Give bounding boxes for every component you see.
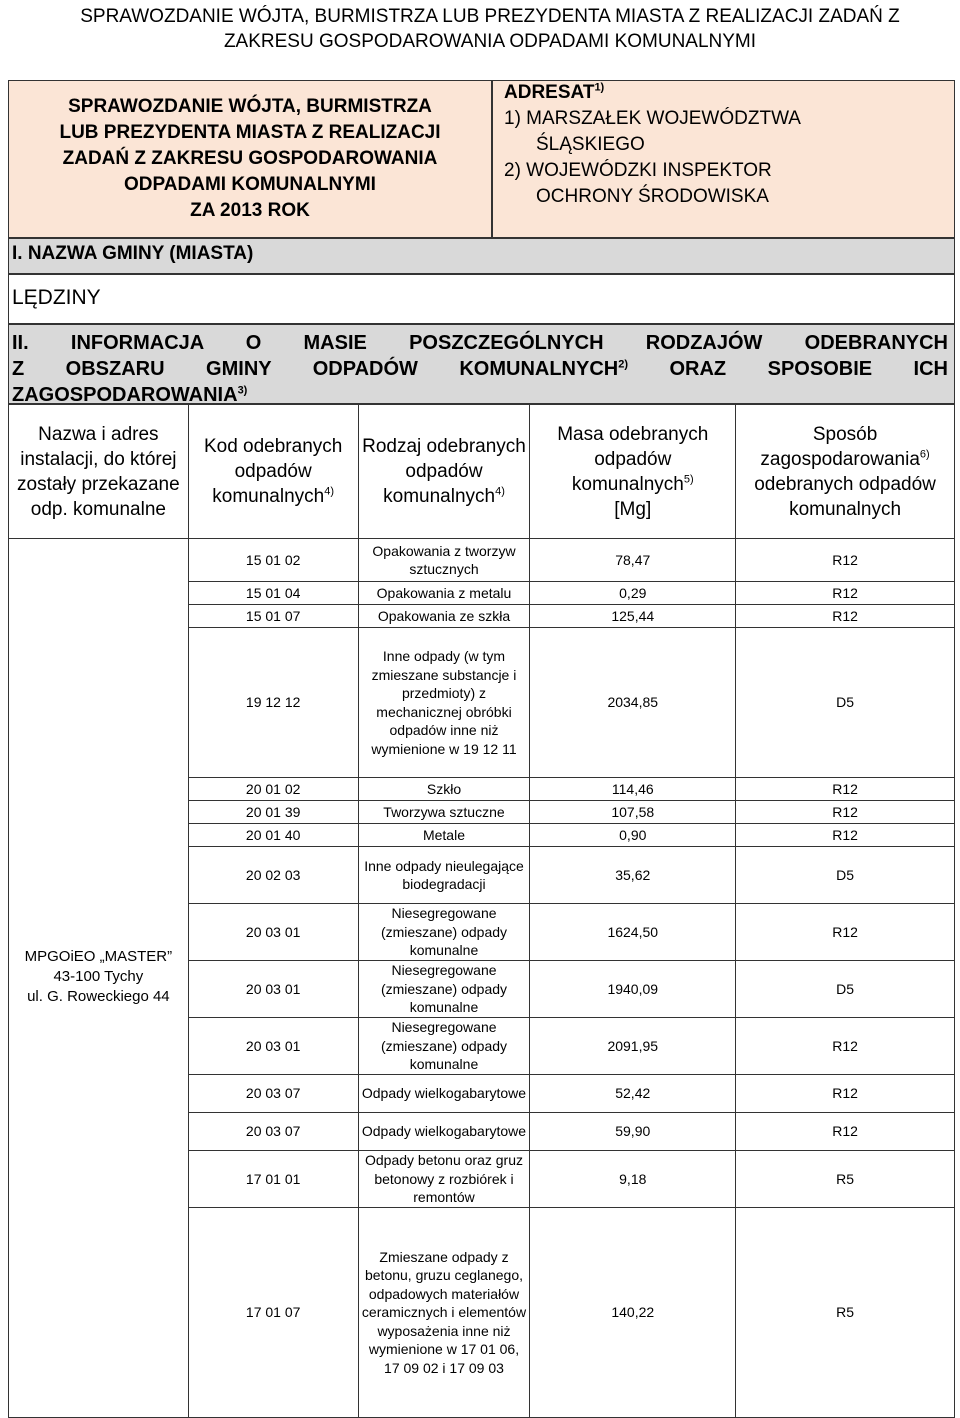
cell-type: Opakowania ze szkła (358, 605, 530, 628)
cell-code: 15 01 04 (188, 582, 358, 605)
report-title (8, 94, 492, 224)
cell-method: D5 (736, 847, 955, 904)
cell-code: 20 03 01 (188, 1018, 358, 1075)
addressee-label: ADRESAT$^{1)}$ (504, 81, 605, 103)
cell-type: Opakowania z metalu (358, 582, 530, 605)
cell-mass: 2091,95 (530, 1018, 736, 1075)
cell-code: 20 02 03 (188, 847, 358, 904)
cell-method: R5 (736, 1208, 955, 1418)
cell-mass: 9,18 (530, 1151, 736, 1208)
cell-type: Odpady wielkogabarytowe (358, 1113, 530, 1151)
cell-method: R12 (736, 605, 955, 628)
cell-method: R12 (736, 778, 955, 801)
cell-mass: 1624,50 (530, 904, 736, 961)
cell-type: Odpady betonu oraz gruz betonowy z rozbiórek i remontów (358, 1151, 530, 1208)
addressee-line: ŚLĄSKIEGO (536, 134, 645, 155)
report-title-line: ODPADAMI KOMUNALNYMI (124, 174, 376, 195)
cell-mass: 35,62 (530, 847, 736, 904)
cell-mass: 140,22 (530, 1208, 736, 1418)
header-type: Rodzaj odebranych odpadów komunalnych$^{4)}$ (358, 405, 530, 539)
cell-mass: 1940,09 (530, 961, 736, 1018)
header-mass: Masa odebranych odpadów komunalnych$^{5)}$ [Mg] (530, 405, 736, 539)
cell-code: 20 03 07 (188, 1075, 358, 1113)
page-title: SPRAWOZDANIE WÓJTA, BURMISTRZA LUB PREZYDENTA MIASTA Z REALIZACJI ZADAŃ Z ZAKRESU GOSPODAROWANIA ODPADAMI KOMUNALNYMI (80, 6, 900, 52)
cell-code: 19 12 12 (188, 628, 358, 778)
cell-type: Niesegregowane (zmieszane) odpady komunalne (358, 1018, 530, 1075)
installation-line: ul. G. Roweckiego 44 (27, 988, 170, 1005)
report-title-line: ZADAŃ Z ZAKRESU GOSPODAROWANIA (62, 148, 438, 169)
cell-type: Szkło (358, 778, 530, 801)
cell-type: Zmieszane odpady z betonu, gruzu ceglanego, odpadowych materiałów ceramicznych i elementów wyposażenia inne niż wymienione w 17 01 06, 17 09 02 i 17 09 03 (358, 1208, 530, 1418)
header-installation: Nazwa i adres instalacji, do której zostały przekazane odp. komunalne (9, 405, 189, 539)
cell-method: R12 (736, 904, 955, 961)
cell-method: R12 (736, 1113, 955, 1151)
cell-mass: 52,42 (530, 1075, 736, 1113)
cell-type: Niesegregowane (zmieszane) odpady komunalne (358, 961, 530, 1018)
section1-label: I. NAZWA GMINY (MIASTA) (12, 243, 254, 264)
cell-method: R12 (736, 582, 955, 605)
cell-code: 15 01 02 (188, 539, 358, 582)
addressee-line: 1) MARSZAŁEK WOJEWÓDZTWA (504, 108, 801, 129)
cell-method: R12 (736, 824, 955, 847)
section2-line: ZAGOSPODAROWANIA$^{3)}$ (12, 384, 248, 406)
cell-code: 17 01 01 (188, 1151, 358, 1208)
cell-type: Odpady wielkogabarytowe (358, 1075, 530, 1113)
installation-cell (9, 539, 189, 1418)
header-method: Sposób zagospodarowania$^{6)}$ odebranych odpadów komunalnych (736, 405, 955, 539)
cell-code: 20 03 01 (188, 961, 358, 1018)
section2-line: Z OBSZARU GMINY ODPADÓW KOMUNALNYCH$^{2)}$ ORAZ SPOSOBIE ICH (12, 358, 949, 380)
cell-type: Inne odpady nieulegające biodegradacji (358, 847, 530, 904)
cell-mass: 0,90 (530, 824, 736, 847)
cell-type: Inne odpady (w tym zmieszane substancje i przedmioty) z mechanicznej obróbki odpadów inne niż wymienione w 19 12 11 (358, 628, 530, 778)
installation-line: 43-100 Tychy (53, 968, 144, 985)
cell-code: 17 01 07 (188, 1208, 358, 1418)
gmina-name: LĘDZINY (12, 286, 101, 309)
cell-code: 20 03 07 (188, 1113, 358, 1151)
cell-mass: 2034,85 (530, 628, 736, 778)
report-year: ZA 2013 ROK (190, 200, 310, 221)
table-header-row (9, 405, 955, 539)
section2-label (12, 330, 948, 408)
cell-method: R12 (736, 539, 955, 582)
cell-mass: 0,29 (530, 582, 736, 605)
cell-method: R12 (736, 801, 955, 824)
cell-method: R5 (736, 1151, 955, 1208)
cell-type: Opakowania z tworzyw sztucznych (358, 539, 530, 582)
header-code: Kod odebranych odpadów komunalnych$^{4)}$ (188, 405, 358, 539)
section2-line: II. INFORMACJA O MASIE POSZCZEGÓLNYCH RODZAJÓW ODEBRANYCH (12, 332, 948, 354)
table-row (9, 539, 955, 582)
cell-method: D5 (736, 628, 955, 778)
waste-table (8, 404, 955, 1418)
cell-code: 15 01 07 (188, 605, 358, 628)
report-title-line: LUB PREZYDENTA MIASTA Z REALIZACJI (59, 122, 441, 143)
addressee-line: OCHRONY ŚRODOWISKA (536, 186, 769, 207)
cell-code: 20 01 40 (188, 824, 358, 847)
cell-mass: 114,46 (530, 778, 736, 801)
cell-mass: 125,44 (530, 605, 736, 628)
installation-line: MPGOiEO „MASTER” (24, 948, 173, 965)
cell-method: R12 (736, 1018, 955, 1075)
cell-mass: 78,47 (530, 539, 736, 582)
gmina-row (8, 274, 955, 324)
cell-type: Metale (358, 824, 530, 847)
addressee-line: 2) WOJEWÓDZKI INSPEKTOR (504, 160, 772, 181)
cell-type: Tworzywa sztuczne (358, 801, 530, 824)
cell-method: R12 (736, 1075, 955, 1113)
cell-type: Niesegregowane (zmieszane) odpady komunalne (358, 904, 530, 961)
cell-mass: 59,90 (530, 1113, 736, 1151)
cell-code: 20 03 01 (188, 904, 358, 961)
cell-code: 20 01 39 (188, 801, 358, 824)
cell-method: D5 (736, 961, 955, 1018)
cell-mass: 107,58 (530, 801, 736, 824)
addressee (504, 80, 944, 210)
cell-code: 20 01 02 (188, 778, 358, 801)
report-title-line: SPRAWOZDANIE WÓJTA, BURMISTRZA (68, 96, 432, 117)
